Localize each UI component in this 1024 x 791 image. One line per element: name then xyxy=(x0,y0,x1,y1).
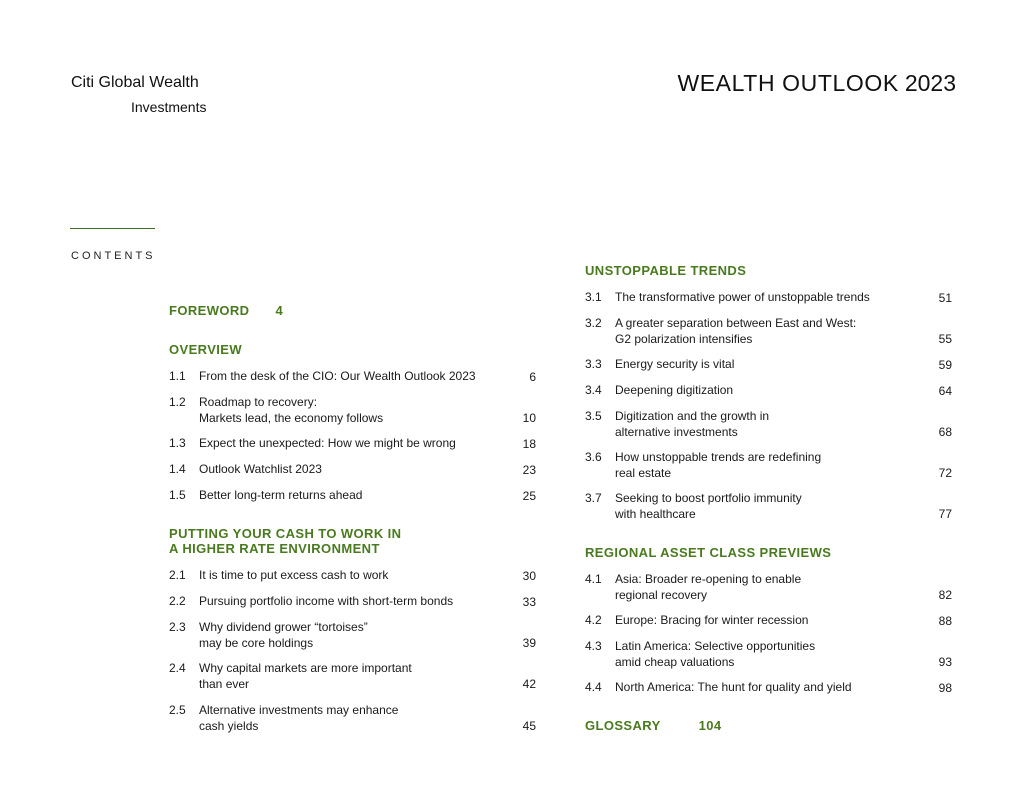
entry-number: 3.4 xyxy=(585,383,602,397)
entry-title: Expect the unexpected: How we might be wrong xyxy=(199,436,456,450)
entry-number: 1.3 xyxy=(169,436,186,450)
entry-page: 64 xyxy=(938,383,952,398)
toc-entry[interactable] xyxy=(169,488,536,504)
entry-page: 51 xyxy=(938,290,952,305)
entry-title: Latin America: Selective opportunities amid cheap valuations xyxy=(615,639,816,669)
entry-title: It is time to put excess cash to work xyxy=(199,568,389,582)
toc-section-regional xyxy=(585,545,831,560)
entry-number: 1.2 xyxy=(169,395,186,409)
entry-number: 3.3 xyxy=(585,357,602,371)
entry-title: Europe: Bracing for winter recession xyxy=(615,613,809,627)
entry-title: North America: The hunt for quality and yield xyxy=(615,680,852,694)
brand-name: Citi Global Wealth xyxy=(71,74,199,91)
entry-title: A greater separation between East and West: G2 polarization intensifies xyxy=(615,316,857,346)
entry-title: Energy security is vital xyxy=(615,357,735,371)
entry-number: 3.1 xyxy=(585,290,602,304)
section-title: FOREWORD xyxy=(169,303,250,318)
toc-entry[interactable] xyxy=(585,572,952,603)
entry-number: 2.4 xyxy=(169,661,186,675)
section-title: OVERVIEW xyxy=(169,342,243,357)
entry-number: 4.3 xyxy=(585,639,602,653)
entry-page: 18 xyxy=(522,436,536,451)
entry-number: 3.7 xyxy=(585,491,602,505)
entry-title: Why capital markets are more important than ever xyxy=(199,661,412,691)
entry-title: Why dividend grower “tortoises” may be core holdings xyxy=(199,620,368,650)
toc-entry[interactable] xyxy=(169,395,536,426)
toc-entry[interactable] xyxy=(585,316,952,347)
entry-number: 1.4 xyxy=(169,462,186,476)
section-page: 4 xyxy=(275,303,284,318)
entry-number: 4.4 xyxy=(585,680,602,694)
entry-title: Asia: Broader re-opening to enable regional recovery xyxy=(615,572,802,602)
entry-page: 30 xyxy=(522,568,536,583)
entry-title: Outlook Watchlist 2023 xyxy=(199,462,322,476)
toc-section-overview xyxy=(169,342,242,357)
toc-section-trends xyxy=(585,263,746,278)
toc-entry[interactable] xyxy=(585,680,952,696)
entry-page: 68 xyxy=(938,424,952,439)
entry-title: Digitization and the growth in alternative investments xyxy=(615,409,770,439)
entry-title: Better long-term returns ahead xyxy=(199,488,363,502)
entry-page: 59 xyxy=(938,357,952,372)
entry-page: 98 xyxy=(938,680,952,695)
entry-page: 23 xyxy=(522,462,536,477)
toc-entry[interactable] xyxy=(585,409,952,440)
entry-number: 3.2 xyxy=(585,316,602,330)
entry-page: 77 xyxy=(938,506,952,521)
entry-title: How unstoppable trends are redefining real estate xyxy=(615,450,822,480)
toc-entry[interactable] xyxy=(169,462,536,478)
entry-page: 72 xyxy=(938,465,952,480)
toc-entry[interactable] xyxy=(585,450,952,481)
entry-page: 82 xyxy=(938,587,952,602)
toc-entry[interactable] xyxy=(169,661,536,692)
toc-entry[interactable] xyxy=(169,620,536,651)
toc-entry[interactable] xyxy=(585,383,952,399)
toc-right-column xyxy=(585,0,952,791)
section-page: 104 xyxy=(698,718,722,733)
toc-entry[interactable] xyxy=(585,357,952,373)
entry-page: 10 xyxy=(522,410,536,425)
entry-page: 33 xyxy=(522,594,536,609)
section-title: GLOSSARY xyxy=(585,718,661,733)
entry-number: 2.5 xyxy=(169,703,186,717)
section-title-line2: A HIGHER RATE ENVIRONMENT xyxy=(169,541,380,556)
entry-title: From the desk of the CIO: Our Wealth Outlook 2023 xyxy=(199,369,476,383)
brand-subtitle: Investments xyxy=(131,99,207,115)
entry-number: 3.6 xyxy=(585,450,602,464)
toc-entry[interactable] xyxy=(169,594,536,610)
toc-section-foreword[interactable] xyxy=(169,303,283,318)
entry-title: Deepening digitization xyxy=(615,383,734,397)
toc-section-glossary[interactable] xyxy=(585,718,722,733)
entry-page: 25 xyxy=(522,488,536,503)
toc-entry[interactable] xyxy=(585,491,952,522)
entry-title: Alternative investments may enhance cash yields xyxy=(199,703,399,733)
toc-entry[interactable] xyxy=(169,369,536,385)
entry-page: 93 xyxy=(938,654,952,669)
contents-divider xyxy=(70,228,155,229)
toc-entry[interactable] xyxy=(585,613,952,629)
toc-entry[interactable] xyxy=(169,436,536,452)
entry-page: 55 xyxy=(938,331,952,346)
entry-number: 4.1 xyxy=(585,572,602,586)
toc-entry[interactable] xyxy=(585,639,952,670)
entry-page: 6 xyxy=(529,369,536,384)
toc-entry[interactable] xyxy=(169,703,536,734)
section-title: UNSTOPPABLE TRENDS xyxy=(585,263,747,278)
section-title: REGIONAL ASSET CLASS PREVIEWS xyxy=(585,545,832,560)
entry-number: 4.2 xyxy=(585,613,602,627)
toc-section-cash xyxy=(169,526,401,556)
entry-page: 39 xyxy=(522,635,536,650)
entry-title: Pursuing portfolio income with short-term bonds xyxy=(199,594,454,608)
entry-page: 45 xyxy=(522,718,536,733)
entry-number: 1.1 xyxy=(169,369,186,383)
entry-page: 88 xyxy=(938,613,952,628)
entry-number: 2.2 xyxy=(169,594,186,608)
section-title-line1: PUTTING YOUR CASH TO WORK IN xyxy=(169,526,402,541)
entry-number: 3.5 xyxy=(585,409,602,423)
entry-number: 1.5 xyxy=(169,488,186,502)
entry-number: 2.3 xyxy=(169,620,186,634)
toc-entry[interactable] xyxy=(169,568,536,584)
toc-left-column xyxy=(169,0,536,791)
entry-title: Seeking to boost portfolio immunity with healthcare xyxy=(615,491,802,521)
document-title-year: 2023 xyxy=(904,70,956,96)
entry-page: 42 xyxy=(522,676,536,691)
document-title-main: WEALTH OUTLOOK xyxy=(677,70,899,96)
contents-label: CONTENTS xyxy=(71,250,156,262)
toc-entry[interactable] xyxy=(585,290,952,306)
entry-title: Roadmap to recovery: Markets lead, the economy follows xyxy=(199,395,384,425)
entry-title: The transformative power of unstoppable trends xyxy=(615,290,870,304)
entry-number: 2.1 xyxy=(169,568,186,582)
